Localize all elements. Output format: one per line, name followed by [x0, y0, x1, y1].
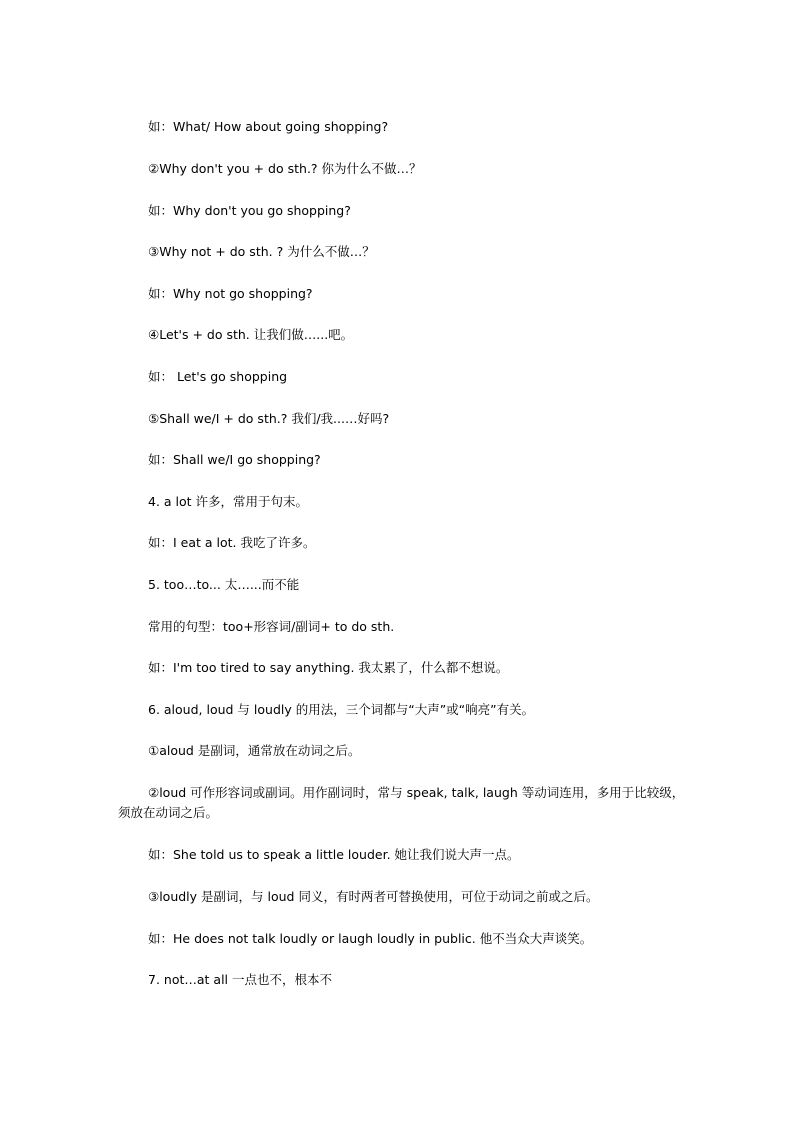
text-paragraph: ②loud 可作形容词或副词。用作副词时，常与 speak, talk, laugh 等动词连用，多用于比较级，须放在动词之后。 — [118, 785, 685, 820]
text-line: 如：What/ How about going shopping? — [148, 119, 389, 134]
text-line: ③loudly 是副词，与 loud 同义，有时两者可替换使用，可位于动词之前或之后。 — [148, 889, 599, 904]
text-line: ③Why not + do sth. ? 为什么不做…？ — [148, 244, 375, 259]
text-line: 如：He does not talk loudly or laugh loudly in public. 他不当众大声谈笑。 — [148, 931, 593, 946]
text-line: ⑤Shall we/I + do sth.? 我们/我...…好吗? — [148, 411, 390, 426]
text-line: 如：I eat a lot. 我吃了许多。 — [148, 535, 316, 550]
text-line: ②Why don't you + do sth.? 你为什么不做…？ — [148, 161, 422, 176]
text-line: 如：Why not go shopping? — [148, 286, 313, 301]
text-line: 如：I'm too tired to say anything. 我太累了，什么都不想说。 — [148, 660, 509, 675]
text-line: ④Let's + do sth. 让我们做…...吧。 — [148, 327, 354, 342]
text-line: 常用的句型：too+形容词/副词+ to do sth. — [148, 619, 395, 634]
text-line: ①aloud 是副词，通常放在动词之后。 — [148, 743, 361, 758]
text-line: 如：Shall we/I go shopping? — [148, 452, 321, 467]
text-line: 如：Why don't you go shopping? — [148, 203, 351, 218]
section-heading: 6. aloud, loud 与 loudly 的用法，三个词都与“大声”或“响亮”有关。 — [148, 702, 535, 717]
text-line: 如： Let's go shopping — [148, 369, 288, 384]
section-heading: 5. too…to... 太…...而不能 — [148, 577, 300, 592]
section-heading: 7. not…at all 一点也不，根本不 — [148, 972, 332, 987]
section-heading: 4. a lot 许多，常用于句末。 — [148, 494, 309, 509]
text-line: 如：She told us to speak a little louder. 她让我们说大声一点。 — [148, 847, 520, 862]
